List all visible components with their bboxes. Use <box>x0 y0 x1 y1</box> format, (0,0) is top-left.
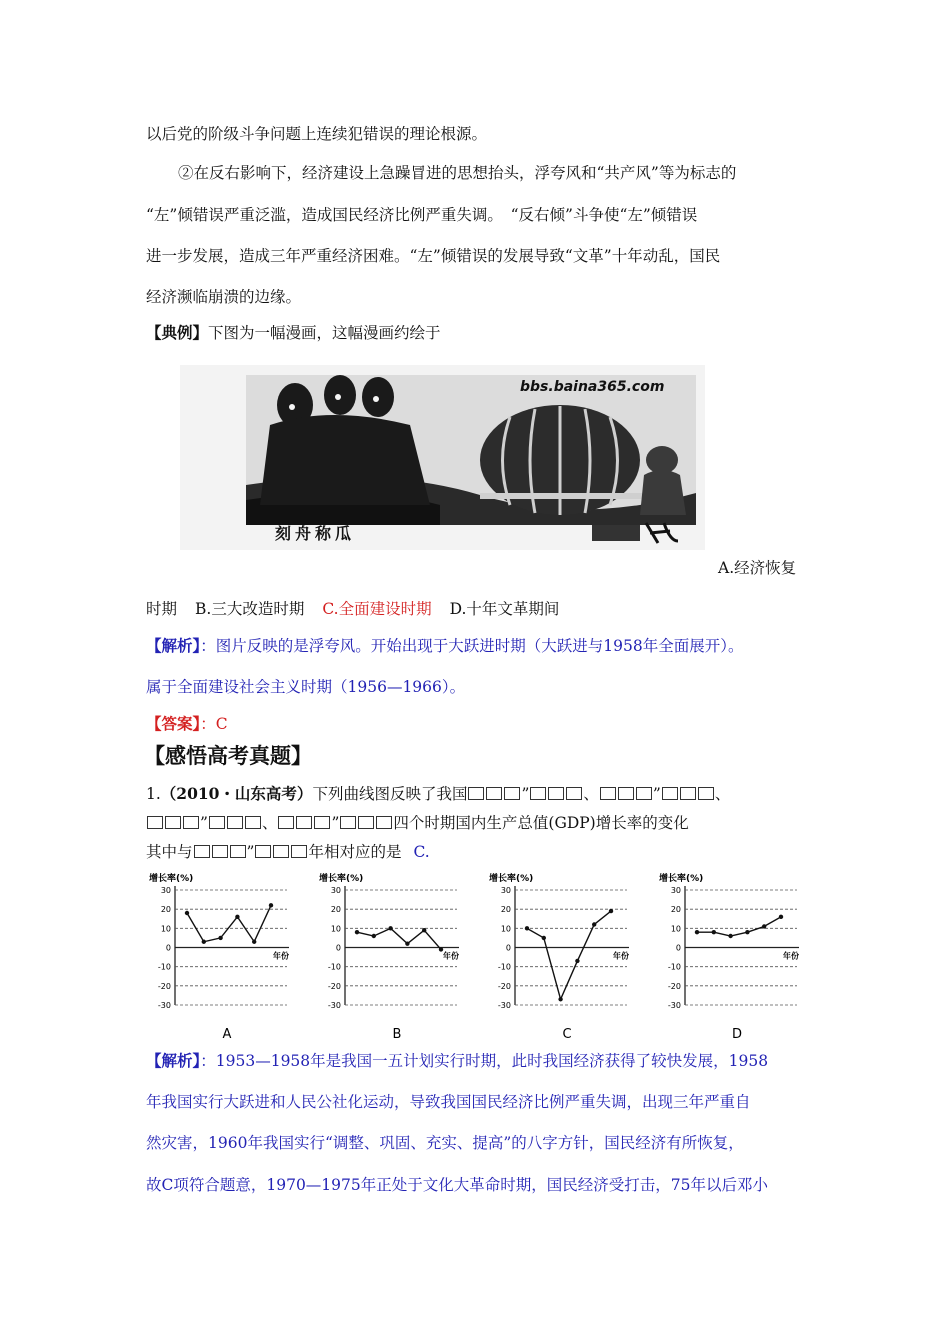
option-c: C.全面建设时期 <box>322 600 432 618</box>
y-tick-label: 10 <box>160 924 171 934</box>
y-axis-label: 增长率(%) <box>149 874 194 884</box>
answer-tag: 【答案】 <box>146 714 201 733</box>
analysis-line-1 <box>146 638 743 655</box>
example-tag: 【典例】 <box>146 323 209 342</box>
y-tick-label: -10 <box>497 962 511 972</box>
question-text-4: 年相对应的是 <box>308 843 402 861</box>
option-d: D.十年文革期间 <box>449 600 560 618</box>
x-axis-label: 年份 <box>273 951 289 961</box>
example-question <box>146 325 441 342</box>
analysis2-line-1 <box>146 1053 768 1070</box>
series-line <box>357 928 441 949</box>
question-number: 1. <box>146 785 161 803</box>
garbled-glyphs-3: ” <box>193 843 309 861</box>
data-point <box>439 947 443 951</box>
data-point <box>202 940 206 944</box>
y-tick-label: 10 <box>670 924 681 934</box>
example-question-text: 下图为一幅漫画，这幅漫画约绘于 <box>208 324 441 342</box>
data-point <box>558 997 562 1001</box>
data-point <box>609 909 613 913</box>
chart-label: A <box>222 1027 232 1042</box>
analysis2-line-4: 故C项符合题意，1970—1975年正处于文化大革命时期，国民经济受打击，75年以后邓小 <box>146 1176 768 1194</box>
y-tick-label: -20 <box>327 981 341 991</box>
question-text-3: 其中与 <box>146 843 193 861</box>
y-tick-label: -10 <box>157 962 171 972</box>
y-tick-label: -30 <box>667 1001 681 1010</box>
y-tick-label: 0 <box>165 943 171 953</box>
question1-line1 <box>146 786 730 803</box>
paragraph-line-2: ②在反右影响下，经济建设上急躁冒进的思想抬头，浮夸风和“共产风”等为标志的 <box>178 164 737 182</box>
y-tick-label: 20 <box>160 905 171 915</box>
cartoon-caption: 刻舟称瓜 <box>275 524 356 543</box>
y-tick-label: 20 <box>670 905 681 915</box>
data-point <box>269 903 273 907</box>
data-point <box>235 915 239 919</box>
data-point <box>592 922 596 926</box>
question-text-1: 下列曲线图反映了我国 <box>312 785 468 803</box>
analysis2-line-2: 年我国实行大跃进和人民公社化运动，导致我国国民经济比例严重失调，出现三年严重自 <box>146 1093 751 1111</box>
chart-c <box>487 870 647 1045</box>
data-point <box>422 928 426 932</box>
y-tick-label: -30 <box>497 1001 511 1010</box>
y-tick-label: 0 <box>335 943 341 953</box>
options-line <box>146 602 559 618</box>
y-tick-label: -20 <box>157 981 171 991</box>
garbled-glyphs-1: ” 、 ” 、 <box>467 785 730 803</box>
y-tick-label: 20 <box>500 905 511 915</box>
data-point <box>712 930 716 934</box>
y-tick-label: -10 <box>327 962 341 972</box>
data-point <box>762 924 766 928</box>
y-tick-label: -20 <box>497 981 511 991</box>
option-b: B.三大改造时期 <box>195 600 305 618</box>
y-tick-label: 10 <box>330 924 341 934</box>
y-tick-label: 30 <box>670 886 681 895</box>
question1-line3 <box>146 845 430 861</box>
question-answer: C. <box>413 843 430 861</box>
answer-text: ：C <box>200 715 228 733</box>
y-axis-label: 增长率(%) <box>489 874 534 884</box>
option-a-part2: 时期 <box>146 600 178 618</box>
analysis-line-2: 属于全面建设社会主义时期（1956—1966）。 <box>146 678 466 696</box>
paragraph-line-3: “左”倾错误严重泛滥，造成国民经济比例严重失调。 “反右倾”斗争使“左”倾错误 <box>146 206 698 224</box>
section-heading: 【感悟高考真题】 <box>144 743 312 768</box>
analysis2-line-3: 然灾害，1960年我国实行“调整、巩固、充实、提高”的八字方针，国民经济有所恢复， <box>146 1134 744 1152</box>
question-text-2: 四个时期国内生产总值(GDP)增长率的变化 <box>393 814 689 832</box>
y-tick-label: 0 <box>505 943 511 953</box>
data-point <box>218 936 222 940</box>
y-tick-label: 20 <box>330 905 341 915</box>
cartoon-watermark: bbs.baina365.com <box>520 379 665 395</box>
garbled-glyphs-2: ” 、 ” <box>146 814 393 832</box>
y-axis-label: 增长率(%) <box>319 874 364 884</box>
data-point <box>728 934 732 938</box>
question-source: （2010・山东高考） <box>160 784 313 803</box>
data-point <box>542 936 546 940</box>
data-point <box>405 941 409 945</box>
option-a-part1: A.经济恢复 <box>718 559 797 577</box>
chart-label: D <box>731 1027 743 1042</box>
y-tick-label: -10 <box>667 962 681 972</box>
data-point <box>745 930 749 934</box>
y-tick-label: -30 <box>157 1001 171 1010</box>
y-tick-label: -30 <box>327 1001 341 1010</box>
chart-a <box>147 870 307 1045</box>
analysis-tag: 【解析】 <box>146 636 201 655</box>
answer-line <box>146 716 228 733</box>
y-tick-label: 30 <box>160 886 171 895</box>
analysis2-text-1: ：1953—1958年是我国一五计划实行时期，此时我国经济获得了较快发展，1958 <box>200 1052 769 1070</box>
chart-d <box>657 870 817 1045</box>
x-axis-label: 年份 <box>443 951 459 961</box>
paragraph-line-1: 以后党的阶级斗争问题上连续犯错误的理论根源。 <box>146 125 488 143</box>
chart-label: B <box>392 1027 402 1042</box>
series-line <box>187 905 271 941</box>
data-point <box>695 930 699 934</box>
x-axis-label: 年份 <box>783 951 799 961</box>
data-point <box>372 934 376 938</box>
chart-b <box>317 870 477 1045</box>
y-tick-label: 30 <box>500 886 511 895</box>
paragraph-line-4: 进一步发展，造成三年严重经济困难。“左”倾错误的发展导致“文革”十年动乱，国民 <box>146 247 721 265</box>
series-line <box>697 917 781 936</box>
series-line <box>527 911 611 999</box>
cartoon-image <box>180 365 705 550</box>
data-point <box>252 940 256 944</box>
chart-label: C <box>562 1027 572 1042</box>
y-tick-label: -20 <box>667 981 681 991</box>
paragraph-line-5: 经济濒临崩溃的边缘。 <box>146 288 302 306</box>
data-point <box>779 915 783 919</box>
data-point <box>355 930 359 934</box>
data-point <box>525 926 529 930</box>
data-point <box>185 911 189 915</box>
y-tick-label: 10 <box>500 924 511 934</box>
y-tick-label: 30 <box>330 886 341 895</box>
y-axis-label: 增长率(%) <box>659 874 704 884</box>
analysis2-tag: 【解析】 <box>146 1051 201 1070</box>
y-tick-label: 0 <box>675 943 681 953</box>
question1-line2 <box>146 816 689 832</box>
analysis-text-1: ：图片反映的是浮夸风。开始出现于大跃进时期（大跃进与1958年全面展开）。 <box>200 637 744 655</box>
data-point <box>575 959 579 963</box>
x-axis-label: 年份 <box>613 951 629 961</box>
data-point <box>388 926 392 930</box>
